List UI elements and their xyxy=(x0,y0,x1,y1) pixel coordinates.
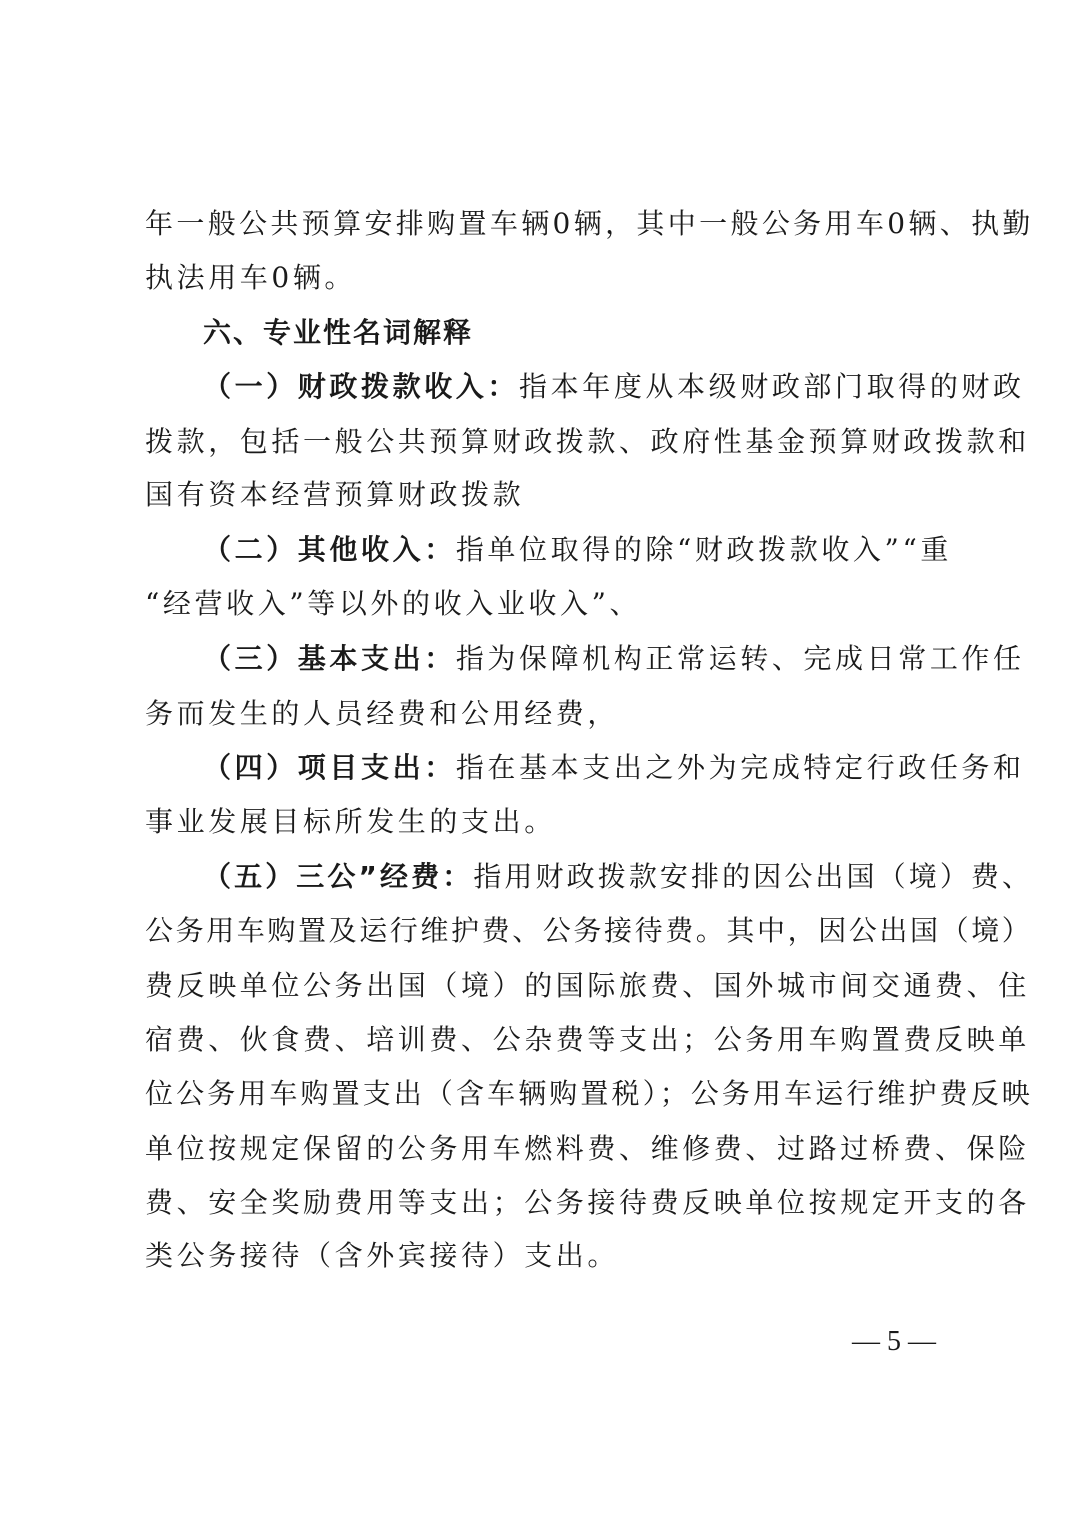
body-text-line: 事业发展目标所发生的支出。 xyxy=(145,805,556,838)
body-text-line: 费、安全奖励费用等支出；公务接待费反映单位按规定开支的各 xyxy=(145,1186,1030,1219)
definition-term: （三）基本支出： xyxy=(203,642,456,675)
body-text-line: 拨款，包括一般公共预算财政拨款、政府性基金预算财政拨款和 xyxy=(145,425,1030,458)
definition-line xyxy=(203,740,1025,796)
body-text-line: 类公务接待（含外宾接待）支出。 xyxy=(145,1239,620,1272)
section-heading: 六、专业性名词解释 xyxy=(203,316,474,349)
body-text-line: 宿费、伙食费、培训费、公杂费等支出；公务用车购置费反映单 xyxy=(145,1023,1030,1056)
body-text-line: 位公务用车购置支出（含车辆购置税）；公务用车运行维护费反映 xyxy=(145,1077,1033,1110)
body-text-line: “经营收入”等以外的收入业收入”、 xyxy=(145,587,642,620)
body-text-line: 国有资本经营预算财政拨款 xyxy=(145,478,525,511)
body-text-line: 务而发生的人员经费和公用经费， xyxy=(145,697,620,730)
body-text-line: 年一般公共预算安排购置车辆0辆，其中一般公务用车0辆、执勤 xyxy=(145,207,1034,240)
definition-line xyxy=(203,359,1025,415)
definition-term: （四）项目支出： xyxy=(203,751,456,784)
definition-term: （五）三公”经费： xyxy=(203,860,474,893)
definition-text: 指为保障机构正常运转、完成日常工作任 xyxy=(455,642,1025,675)
definition-text: 指在基本支出之外为完成特定行政任务和 xyxy=(455,751,1025,784)
body-text-line: 执法用车0辆。 xyxy=(145,261,357,294)
body-text-line: 公务用车购置及运行维护费、公务接待费。其中，因公出国（境） xyxy=(145,914,1033,947)
definition-text: 指用财政拨款安排的因公出国（境）费、 xyxy=(473,860,1034,893)
body-text-line: 单位按规定保留的公务用车燃料费、维修费、过路过桥费、保险 xyxy=(145,1132,1030,1165)
definition-text: 指单位取得的除“财政拨款收入”“重 xyxy=(455,533,952,566)
definition-line xyxy=(203,522,1003,578)
definition-term: （一）财政拨款收入： xyxy=(203,370,520,403)
definition-text: 指本年度从本级财政部门取得的财政 xyxy=(519,370,1025,403)
body-text-line: 费反映单位公务出国（境）的国际旅费、国外城市间交通费、住 xyxy=(145,969,1030,1002)
definition-line xyxy=(203,849,1034,905)
page-number: — 5 — xyxy=(852,1326,936,1357)
definition-line xyxy=(203,631,1025,687)
definition-term: （二）其他收入： xyxy=(203,533,456,566)
